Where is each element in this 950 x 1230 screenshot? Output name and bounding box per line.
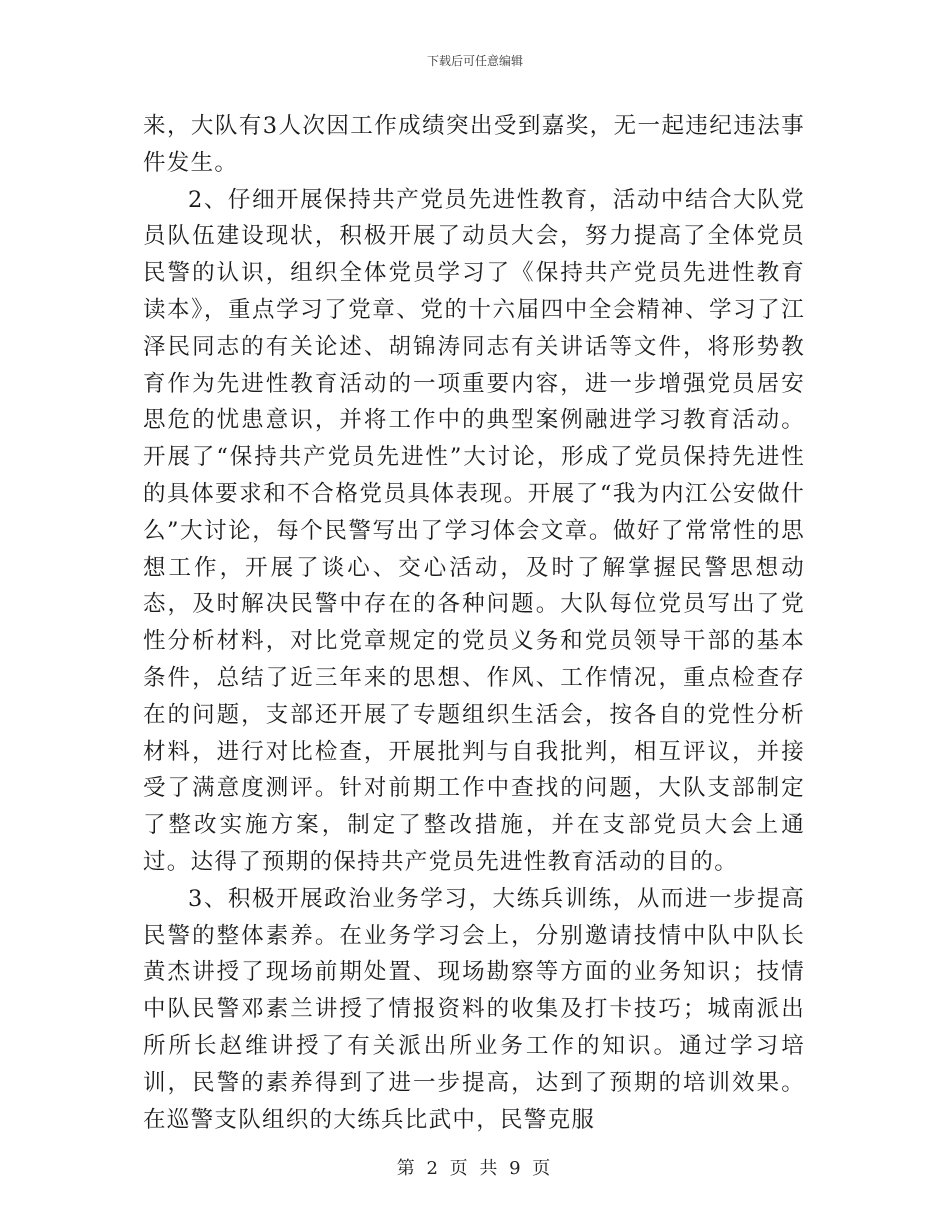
page-number-footer: 第 2 页 共 9 页 [396,1158,554,1179]
paragraph-item-3: 3、积极开展政治业务学习，大练兵训练，从而进一步提高民警的整体素养。在业务学习会上，分别邀请技情中队中队长黄杰讲授了现场前期处置、现场勘察等方面的业务知识；技情中队民警邓素兰讲授了情报资料的收集及打卡技巧；城南派出所所长赵维讲授了有关派出所业务工作的知识。通过学习培训，民警的素养得到了进一步提高，达到了预期的培训效果。在巡警支队组织的大练兵比武中，民警克服 [143,885,805,1133]
document-body [143,108,805,1138]
paragraph-item-2: 2、仔细开展保持共产党员先进性教育，活动中结合大队党员队伍建设现状，积极开展了动员大会，努力提高了全体党员民警的认识，组织全体党员学习了《保持共产党员先进性教育读本》，重点学习了党章、党的十六届四中全会精神、学习了江泽民同志的有关论述、胡锦涛同志有关讲话等文件，将形势教育作为先进性教育活动的一项重要内容，进一步增强党员居安思危的忧患意识，并将工作中的典型案例融进学习教育活动。开展了“保持共产党员先进性”大讨论，形成了党员保持先进性的具体要求和不合格党员具体表现。开展了“我为内江公安做什么”大讨论，每个民警写出了学习体会文章。做好了常常性的思想工作，开展了谈心、交心活动，及时了解掌握民警思想动态，及时解决民警中存在的各种问题。大队每位党员写出了党性分析材料，对比党章规定的党员义务和党员领导干部的基本条件，总结了近三年来的思想、作风、工作情况，重点检查存在的问题，支部还开展了专题组织生活会，按各自的党性分析材料，进行对比检查，开展批判与自我批判，相互评议，并接受了满意度测评。针对前期工作中查找的问题，大队支部制定了整改实施方案，制定了整改措施，并在支部党员大会上通过。达得了预期的保持共产党员先进性教育活动的目的。 [143,186,805,875]
paragraph-continuation: 来，大队有3人次因工作成绩突出受到嘉奖，无一起违纪违法事件发生。 [143,113,805,176]
page-header: 下载后可任意编辑 [426,54,523,68]
